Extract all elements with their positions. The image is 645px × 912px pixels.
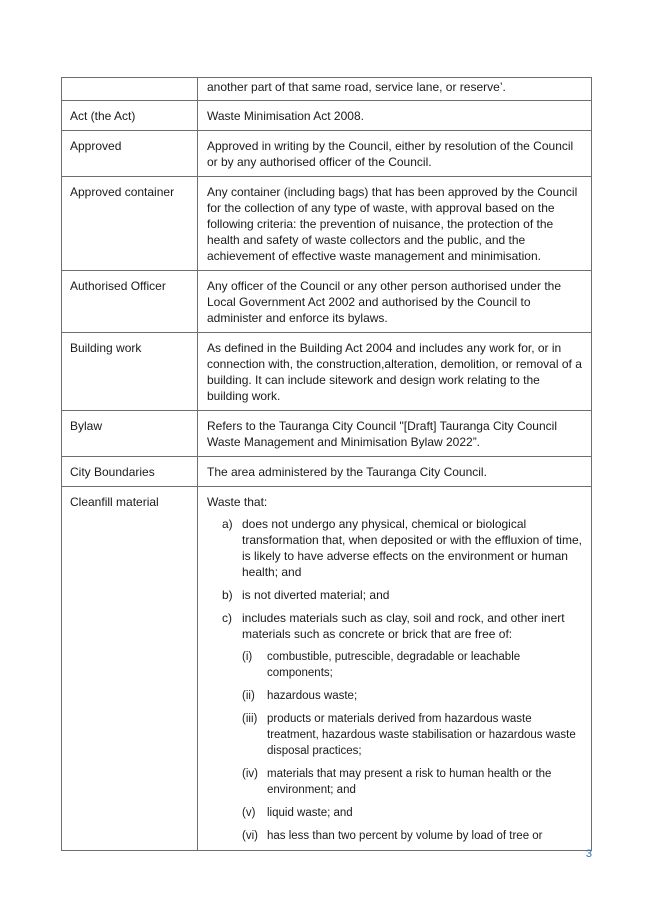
table-row [62, 271, 592, 333]
table-row [62, 457, 592, 487]
sub-list-marker: (vi) [242, 830, 258, 842]
sub-list-item [242, 766, 583, 798]
sub-list-item-text: liquid waste; and [267, 807, 353, 819]
definition-cell: Any container (including bags) that has been approved by the Council for the collection of any type of waste, with approval based on the following criteria: the prevention of nuisance, the protection of the health and safety of waste collectors and the public, and the achievement of effective waste management and minimisation. [198, 177, 592, 271]
definition-cell: Refers to the Tauranga City Council "[Draft] Tauranga City Council Waste Management and Minimisation Bylaw 2022”. [198, 411, 592, 457]
sub-list-marker: (iv) [242, 768, 258, 780]
list-marker: a) [222, 517, 233, 531]
table-row [62, 101, 592, 131]
sub-list-marker: (iii) [242, 713, 258, 725]
term-cell: Approved container [62, 177, 198, 271]
term-cell [62, 78, 198, 101]
list-marker: b) [222, 588, 233, 602]
list-item-text: does not undergo any physical, chemical or biological transformation that, when deposited or with the effluxion of time, is likely to have adverse effects on the environment or human health; and [242, 517, 582, 579]
sub-list-marker: (i) [242, 651, 253, 663]
cleanfill-intro: Waste that: [207, 495, 268, 509]
term-cell: Approved [62, 131, 198, 177]
definition-cell: Approved in writing by the Council, either by resolution of the Council or by any authorised officer of the Council. [198, 131, 592, 177]
table-row [62, 177, 592, 271]
table-row [62, 333, 592, 411]
page-number: 3 [585, 848, 592, 860]
sub-list-item-text: hazardous waste; [267, 690, 358, 702]
definition-cell [198, 487, 592, 851]
term-cell: Cleanfill material [62, 487, 198, 851]
sub-list-marker: (v) [242, 807, 256, 819]
sub-list-item [242, 805, 583, 821]
term-cell: Act (the Act) [62, 101, 198, 131]
list-marker: c) [222, 611, 232, 625]
table-row-cleanfill [62, 487, 592, 851]
definition-cell: Waste Minimisation Act 2008. [198, 101, 592, 131]
term-cell: City Boundaries [62, 457, 198, 487]
sub-list-item-text: materials that may present a risk to human health or the environment; and [267, 768, 552, 796]
term-cell: Bylaw [62, 411, 198, 457]
definition-cell: Any officer of the Council or any other person authorised under the Local Government Act 2002 and authorised by the Council to administer and enforce its bylaws. [198, 271, 592, 333]
sub-list-item-text: combustible, putrescible, degradable or leachable components; [267, 651, 521, 679]
list-item [207, 610, 583, 844]
sub-list-item [242, 828, 583, 844]
list-item-text: is not diverted material; and [242, 588, 390, 602]
definitions-table [61, 77, 592, 851]
definition-cell: another part of that same road, service lane, or reserve’. [198, 78, 592, 101]
list-item [207, 587, 583, 603]
table-row [62, 78, 592, 101]
list-item [207, 516, 583, 580]
cleanfill-criteria-list [207, 516, 583, 844]
cleanfill-exclusions-list [242, 649, 583, 844]
definition-cell: As defined in the Building Act 2004 and includes any work for, or in connection with, the construction,alteration, demolition, or removal of a building. It can include sitework and design work relating to the building work. [198, 333, 592, 411]
table-row [62, 131, 592, 177]
definition-cell: The area administered by the Tauranga City Council. [198, 457, 592, 487]
sub-list-item [242, 649, 583, 681]
table-row [62, 411, 592, 457]
sub-list-item-text: products or materials derived from hazardous waste treatment, hazardous waste stabilisation or hazardous waste disposal practices; [267, 713, 576, 757]
sub-list-item [242, 711, 583, 759]
term-cell: Building work [62, 333, 198, 411]
sub-list-item [242, 688, 583, 704]
sub-list-item-text: has less than two percent by volume by load of tree or [267, 830, 543, 842]
sub-list-marker: (ii) [242, 690, 255, 702]
list-item-text: includes materials such as clay, soil and rock, and other inert materials such as concrete or brick that are free of: [242, 611, 565, 641]
term-cell: Authorised Officer [62, 271, 198, 333]
